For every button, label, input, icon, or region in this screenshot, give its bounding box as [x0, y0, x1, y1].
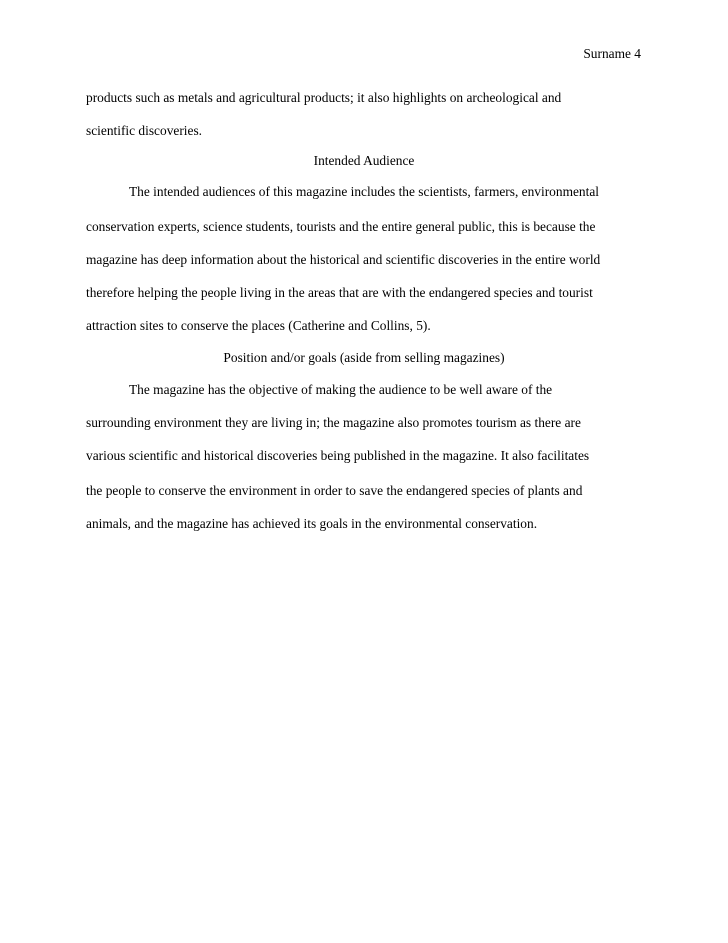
paragraph-line: various scientific and historical discoveries being published in the magazine. It also facilitates [86, 448, 590, 463]
paragraph-line: conservation experts, science students, tourists and the entire general public, this is because the [86, 219, 596, 234]
paragraph-line: magazine has deep information about the historical and scientific discoveries in the entire world [86, 252, 601, 267]
section-heading-intended-audience: Intended Audience [313, 153, 415, 168]
section-heading-position-goals: Position and/or goals (aside from selling magazines) [223, 350, 505, 365]
paragraph-line: the people to conserve the environment in order to save the endangered species of plants and [86, 483, 583, 498]
paragraph-line: animals, and the magazine has achieved its goals in the environmental conservation. [86, 516, 538, 531]
paragraph-line: therefore helping the people living in the areas that are with the endangered species and tourist [86, 285, 593, 300]
running-head: Surname 4 [583, 46, 641, 61]
paragraph-line: products such as metals and agricultural products; it also highlights on archeological and [86, 90, 562, 105]
paragraph-line: surrounding environment they are living in; the magazine also promotes tourism as there are [86, 415, 581, 430]
paragraph-line: attraction sites to conserve the places (Catherine and Collins, 5). [86, 318, 431, 333]
paragraph-line: The magazine has the objective of making the audience to be well aware of the [129, 382, 553, 397]
paragraph-line: The intended audiences of this magazine includes the scientists, farmers, environmental [129, 184, 600, 199]
paragraph-line: scientific discoveries. [86, 123, 203, 138]
